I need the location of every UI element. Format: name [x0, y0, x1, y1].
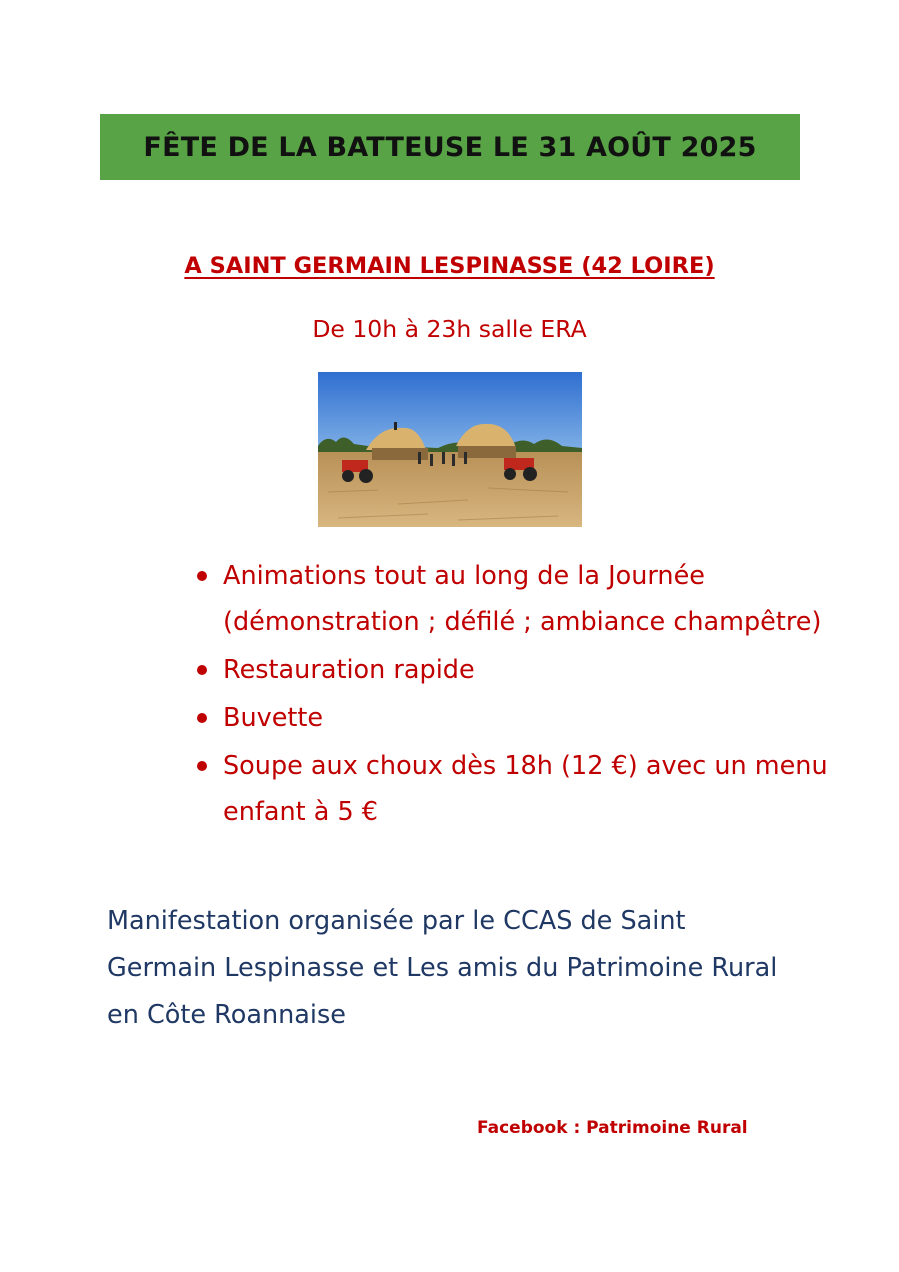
feature-text: Buvette: [223, 703, 324, 733]
feature-item: [196, 647, 876, 693]
event-photo: [318, 372, 582, 527]
feature-text: Soupe aux choux dès 18h (12 €) avec un menu enfant à 5 €: [223, 751, 828, 827]
bullet-icon: [197, 761, 207, 771]
event-title: FÊTE DE LA BATTEUSE LE 31 AOÛT 2025: [143, 131, 757, 163]
organizer-text: Manifestation organisée par le CCAS de Saint Germain Lespinasse et Les amis du Patrimoine Rural en Côte Roannaise: [107, 906, 778, 1030]
feature-text: Animations tout au long de la Journée (démonstration ; défilé ; ambiance champêtre): [223, 561, 822, 637]
feature-item: [196, 553, 876, 645]
bullet-icon: [197, 665, 207, 675]
event-location: A SAINT GERMAIN LESPINASSE (42 LOIRE): [184, 253, 715, 279]
bullet-icon: [197, 713, 207, 723]
feature-item: [196, 743, 876, 835]
facebook-link: Facebook : Patrimoine Rural: [477, 1118, 748, 1138]
feature-item: [196, 695, 876, 741]
feature-text: Restauration rapide: [223, 655, 475, 685]
features-list: [196, 553, 876, 837]
bullet-icon: [197, 571, 207, 581]
event-hours: De 10h à 23h salle ERA: [312, 315, 587, 343]
title-banner: [100, 114, 800, 180]
